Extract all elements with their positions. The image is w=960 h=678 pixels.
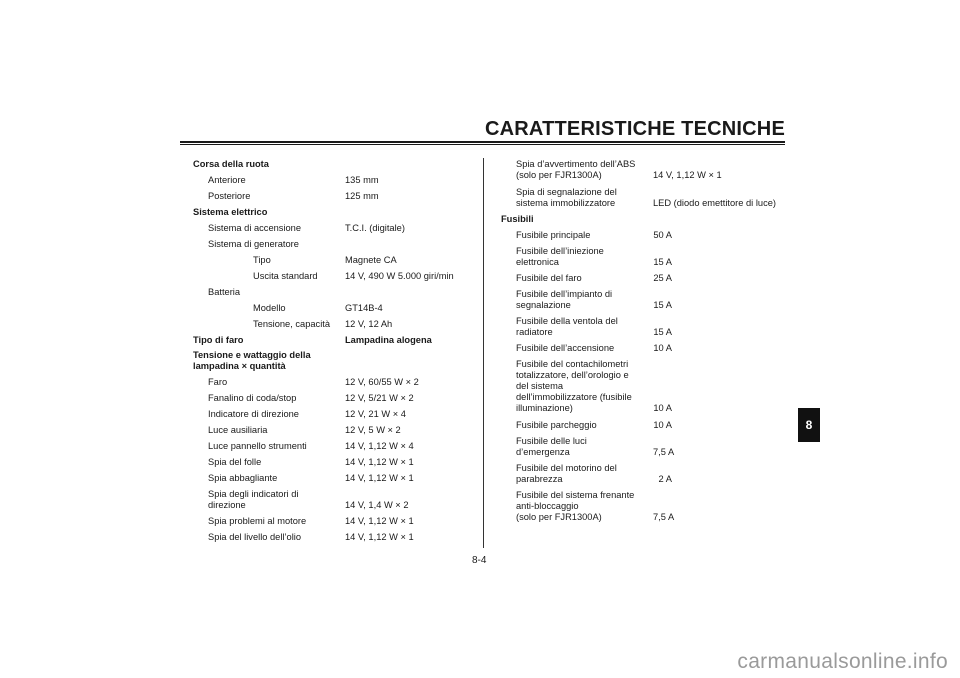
spec-value: 14 V, 1,12 W × 1 bbox=[345, 457, 414, 467]
spec-label: Anteriore bbox=[208, 175, 246, 185]
footer-watermark: carmanualsonline.info bbox=[737, 650, 948, 673]
spec-label: Fusibile delle luci d’emergenza bbox=[516, 436, 587, 457]
spec-label: Fusibile principale bbox=[516, 230, 591, 240]
spec-label: Sistema elettrico bbox=[193, 207, 268, 217]
page-number: 8-4 bbox=[472, 555, 487, 566]
spec-label: Spia degli indicatori di direzione bbox=[208, 489, 299, 510]
spec-value: GT14B-4 bbox=[345, 303, 383, 313]
spec-label: Indicatore di direzione bbox=[208, 409, 299, 419]
spec-label: Tipo bbox=[253, 255, 271, 265]
spec-value: 135 mm bbox=[345, 175, 379, 185]
spec-label: Tipo di faro bbox=[193, 335, 244, 345]
spec-label: Fusibile dell’iniezione elettronica bbox=[516, 246, 604, 267]
spec-value: 7,5 A bbox=[653, 512, 675, 522]
spec-value: 14 V, 1,12 W × 1 bbox=[345, 516, 414, 526]
spec-value: 10 A bbox=[653, 403, 672, 413]
header-rule bbox=[180, 141, 785, 143]
spec-value: 50 A bbox=[653, 230, 672, 240]
spec-label: Modello bbox=[253, 303, 286, 313]
spec-label: Spia del folle bbox=[208, 457, 262, 467]
spec-label: Luce pannello strumenti bbox=[208, 441, 307, 451]
spec-value: T.C.I. (digitale) bbox=[345, 223, 405, 233]
spec-label: Sistema di accensione bbox=[208, 223, 302, 233]
spec-label: Uscita standard bbox=[253, 271, 318, 281]
spec-value: 14 V, 1,12 W × 1 bbox=[345, 532, 414, 542]
spec-label: Posteriore bbox=[208, 191, 251, 201]
spec-label: Spia problemi al motore bbox=[208, 516, 307, 526]
spec-label: Fanalino di coda/stop bbox=[208, 393, 297, 403]
spec-value: 14 V, 490 W 5.000 giri/min bbox=[345, 271, 454, 281]
chapter-tab: 8 bbox=[798, 408, 820, 442]
spec-value: 12 V, 5 W × 2 bbox=[345, 425, 401, 435]
spec-value: 12 V, 12 Ah bbox=[345, 319, 393, 329]
spec-value: 15 A bbox=[653, 257, 672, 267]
spec-label: Luce ausiliaria bbox=[208, 425, 268, 435]
spec-value: 15 A bbox=[653, 300, 672, 310]
spec-label: Spia del livello dell’olio bbox=[208, 532, 302, 542]
spec-value: 10 A bbox=[653, 343, 672, 353]
spec-value: Magnete CA bbox=[345, 255, 397, 265]
spec-label: Fusibile del sistema frenante anti-bloccaggio (solo per FJR1300A) bbox=[516, 490, 635, 522]
spec-label: Corsa della ruota bbox=[193, 159, 269, 169]
spec-value: 14 V, 1,12 W × 4 bbox=[345, 441, 414, 451]
spec-value: 2 A bbox=[658, 474, 672, 484]
spec-label: Batteria bbox=[208, 287, 241, 297]
page-title: CARATTERISTICHE TECNICHE bbox=[485, 118, 785, 140]
header-rule-thin bbox=[180, 144, 785, 145]
spec-label: Spia abbagliante bbox=[208, 473, 278, 483]
column-divider bbox=[483, 158, 484, 548]
spec-label: Tensione, capacità bbox=[253, 319, 331, 329]
spec-value: 14 V, 1,4 W × 2 bbox=[345, 500, 409, 510]
spec-value: 12 V, 21 W × 4 bbox=[345, 409, 406, 419]
spec-value: LED (diodo emettitore di luce) bbox=[653, 198, 776, 208]
spec-value: 14 V, 1,12 W × 1 bbox=[345, 473, 414, 483]
spec-label: Spia di segnalazione del sistema immobilizzatore bbox=[516, 187, 617, 208]
spec-value: 125 mm bbox=[345, 191, 379, 201]
spec-value: 7,5 A bbox=[653, 447, 675, 457]
spec-value: 14 V, 1,12 W × 1 bbox=[653, 170, 722, 180]
spec-label: Fusibile dell’impianto di segnalazione bbox=[516, 289, 613, 310]
spec-label: Sistema di generatore bbox=[208, 239, 299, 249]
spec-label: Fusibile del contachilometri totalizzatore, dell’orologio e del sistema dell’immobilizzatore (fusibile illuminazione) bbox=[516, 359, 632, 413]
spec-label: Fusibile del faro bbox=[516, 273, 582, 283]
spec-label: Fusibili bbox=[501, 214, 534, 224]
spec-label: Tensione e wattaggio della lampadina × quantità bbox=[193, 350, 311, 371]
spec-label: Fusibile parcheggio bbox=[516, 420, 597, 430]
spec-value: 25 A bbox=[653, 273, 672, 283]
spec-value: 12 V, 60/55 W × 2 bbox=[345, 377, 419, 387]
spec-label: Faro bbox=[208, 377, 228, 387]
spec-value: Lampadina alogena bbox=[345, 335, 432, 345]
spec-label: Fusibile dell’accensione bbox=[516, 343, 615, 353]
spec-label: Fusibile del motorino del parabrezza bbox=[516, 463, 617, 484]
spec-value: 15 A bbox=[653, 327, 672, 337]
spec-value: 12 V, 5/21 W × 2 bbox=[345, 393, 414, 403]
spec-label: Spia d’avvertimento dell’ABS (solo per FJR1300A) bbox=[516, 159, 636, 180]
spec-value: 10 A bbox=[653, 420, 672, 430]
spec-label: Fusibile della ventola del radiatore bbox=[516, 316, 618, 337]
